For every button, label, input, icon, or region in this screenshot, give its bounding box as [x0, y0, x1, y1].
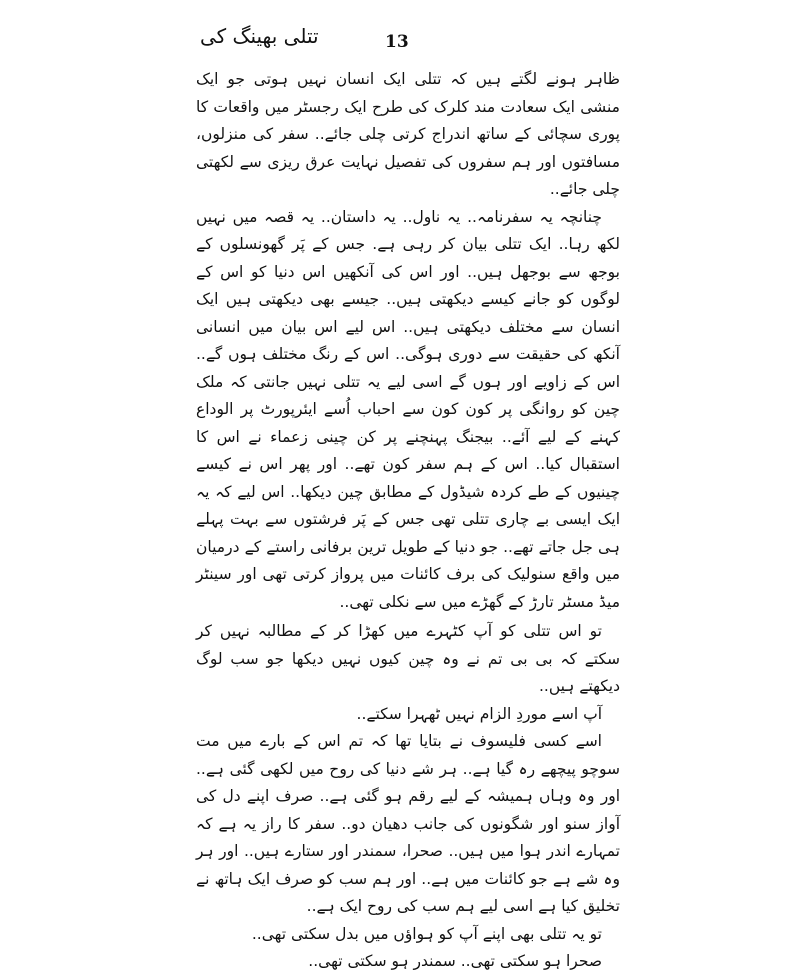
page-header	[200, 24, 620, 68]
paragraph: تو یہ تتلی بھی اپنے آپ کو ہواؤں میں بدل سکتی تھی..	[251, 924, 602, 943]
body-text	[196, 66, 620, 976]
paragraph: اسے کسی فلیسوف نے بتایا تھا کہ تم اس کے بارے میں مت سوچو پیچھے رہ گیا ہے.. ہر شے دنیا کی روح میں لکھی گئی ہے.. اور وہ وہاں ہمیشہ کے لیے رقم ہو گئی ہے.. صرف اپنے دل کی آواز سنو اور شگونوں کی جانب دھیان دو.. سفر کا راز یہ ہے کہ تمہارے اندر ہوا میں ہیں.. صحرا، سمندر اور ستارے ہیں.. اور ہر وہ شے ہے جو کائنات میں ہے.. اور ہم سب کو صرف ایک ہاتھ نے تخلیق کیا ہے اسی لیے ہم سب کی روح ایک ہے..	[196, 732, 620, 915]
paragraph: آپ اسے موردِ الزام نہیں ٹھہرا سکتے..	[356, 704, 602, 723]
running-title: تتلی بھینگ کی	[200, 24, 319, 48]
paragraph: چنانچہ یہ سفرنامہ.. یہ ناول.. یہ داستان.. یہ قصہ میں نہیں لکھ رہا.. ایک تتلی بیان کر رہی ہے. جس کے پَر گھونسلوں کے بوجھ سے بوجھل ہیں.. اور اس کی آنکھیں اس دنیا کو اس کے لوگوں کو جانے کیسے دیکھتی ہیں.. جیسے بھی دیکھتی ہیں ایک انسان سے مختلف دیکھتی ہیں.. اس لیے اس بیان میں انسانی آنکھ کی حقیقت سے دوری ہوگی.. اس کے رنگ مختلف ہوں گے.. اس کے زاویے اور ہوں گے اسی لیے یہ تتلی نہیں جانتی کہ ملک چین کو روانگی پر کون کون سے احباب اُسے ایئرپورٹ پر الوداع کہنے کے لیے آئے.. بیجنگ پہنچنے پر کن چینی زعماء نے اس کا استقبال کیا.. اس کے ہم سفر کون تھے.. اور پھر اس نے کیسے چینیوں کے طے کردہ شیڈول کے مطابق چین دیکھا.. اس لیے کہ یہ ایک ایسی بے چاری تتلی تھی جس کے پَر فرشتوں سے بہت پہلے ہی جل جاتے تھے.. جو دنیا کے طویل ترین برفانی راستے کے درمیان میں واقع سنولیک کی برف کائنات میں پرواز کرتی تھی اور سینٹر میڈ مسٹر تارڑ کے گھڑے میں سے نکلی تھی..	[196, 207, 620, 611]
paragraph: صحرا ہو سکتی تھی.. سمندر ہو سکتی تھی..	[308, 952, 602, 970]
page-number: 13	[385, 32, 409, 52]
paragraph: تو اس تتلی کو آپ کٹہرے میں کھڑا کر کے مطالبہ نہیں کر سکتے کہ بی بی تم نے وہ چین کیوں نہیں دیکھا جو سب لوگ دیکھتے ہیں..	[196, 622, 620, 695]
paragraph: ظاہر ہونے لگتے ہیں کہ تتلی ایک انسان نہیں ہوتی جو ایک منشی ایک سعادت مند کلرک کی طرح ایک رجسٹر میں واقعات کا پوری سچائی کے ساتھ اندراج کرتی چلی جائے.. سفر کی منزلوں، مسافتوں اور ہم سفروں کی تفصیل نہایت عرق ریزی سے لکھتی چلی جائے..	[196, 70, 620, 198]
